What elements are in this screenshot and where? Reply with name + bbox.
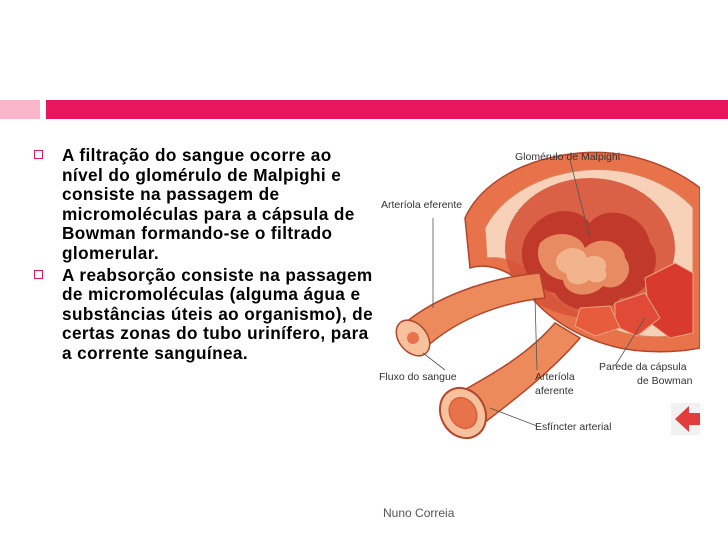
label-afferent-2: aferente	[535, 385, 574, 397]
bullet-item	[34, 146, 374, 264]
square-bullet-icon	[34, 270, 43, 279]
label-wall-2: de Bowman	[637, 375, 693, 387]
bullet-item	[34, 266, 374, 364]
square-bullet-icon	[34, 150, 43, 159]
label-flow: Fluxo do sangue	[379, 371, 457, 383]
glomerulus-diagram	[375, 148, 700, 448]
header-accent-left	[0, 100, 40, 119]
header-accent-bar	[46, 100, 728, 119]
label-sphincter: Esfíncter arterial	[535, 421, 612, 433]
label-glomerulo: Glomérulo de Malpighi	[515, 151, 621, 163]
label-afferent-1: Arteríola	[535, 371, 575, 383]
bullet-list	[34, 146, 374, 366]
arrow-left-icon[interactable]	[671, 403, 700, 435]
bullet-text-filtration: A filtração do sangue ocorre ao nível do glomérulo de Malpighi e consiste na passagem de micromoléculas para a cápsula de Bowman formando-se o filtrado glomerular.	[62, 145, 355, 263]
footer-author: Nuno Correia	[383, 506, 455, 520]
label-wall-1: Parede da cápsula	[599, 361, 687, 373]
bullet-text-reabsorption: A reabsorção consiste na passagem de micromoléculas (alguma água e substâncias úteis ao organismo), de certas zonas do tubo urinífero, para a corrente sanguínea.	[62, 264, 374, 363]
label-efferent: Arteríola eferente	[381, 199, 463, 211]
